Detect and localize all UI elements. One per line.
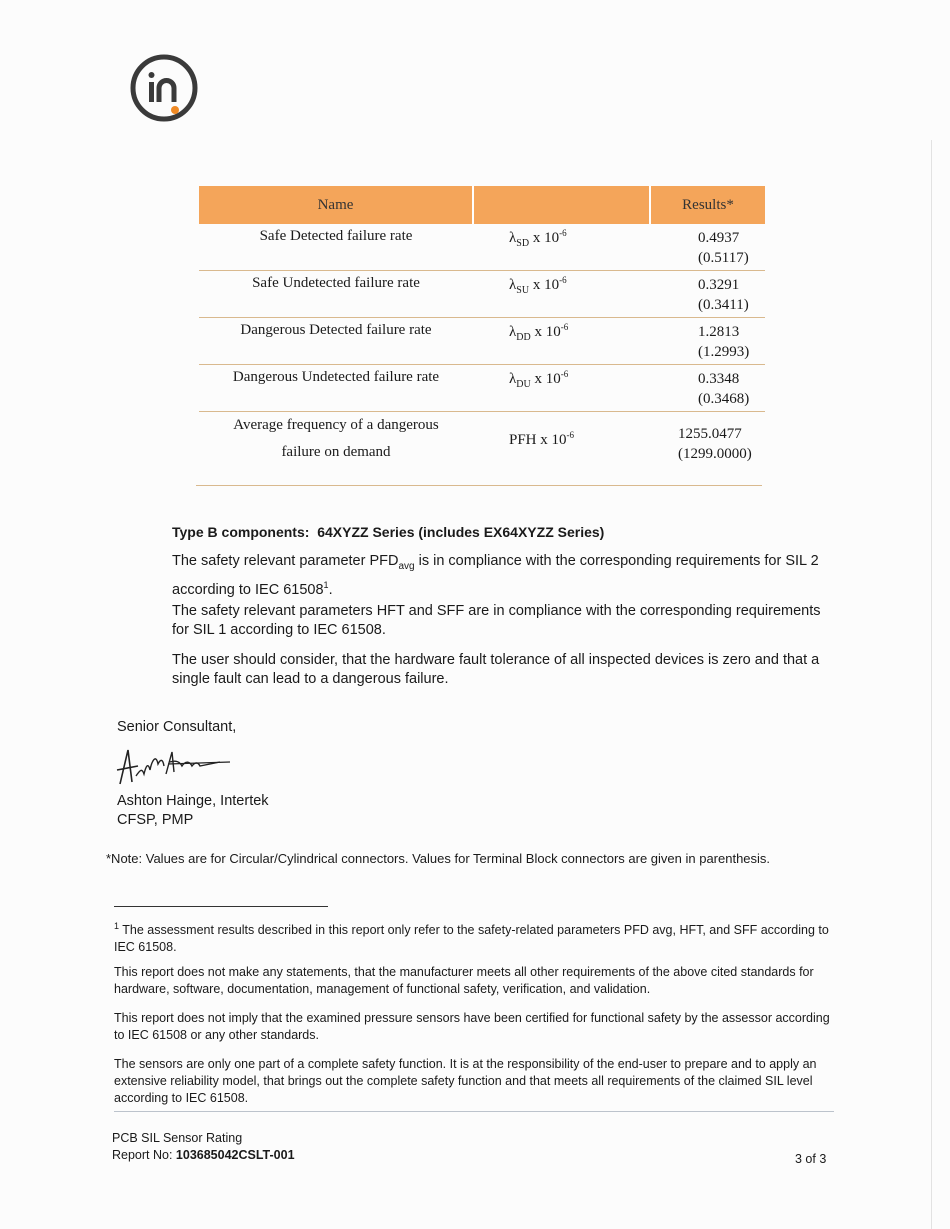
footnote-disclaimer-2: This report does not imply that the examined pressure sensors have been certified for functional safety by the assessor according to IEC 61508 or any other standards. <box>114 1011 830 1042</box>
table-row <box>199 365 765 412</box>
footer-report-number: Report No: 103685042CSLT-001 <box>112 1148 295 1162</box>
type-b-heading: Type B components: 64XYZZ Series (includes EX64XYZZ Series) <box>172 524 605 540</box>
footnote-separator <box>114 906 328 907</box>
row-result: 1255.0477 (1299.0000) <box>678 426 752 462</box>
hft-sff-compliance-paragraph: The safety relevant parameters HFT and SFF are in compliance with the corresponding requirements for SIL 1 according to IEC 61508. <box>172 603 821 638</box>
handwritten-signature <box>114 744 234 790</box>
header-symbol <box>473 186 650 224</box>
row-symbol: PFH x $10^{-6}$ <box>509 430 575 448</box>
row-name: Dangerous Detected failure rate <box>199 318 473 365</box>
footnote-1: $^1$ The assessment results described in this report only refer to the safety-related parameters PFD avg, HFT, and SFF according to IEC 61508. <box>114 921 829 955</box>
table-row-pfh <box>199 412 765 483</box>
page-number: 3 of 3 <box>795 1152 827 1166</box>
row-name: Safe Undetected failure rate <box>199 271 473 318</box>
row-result: 0.3348 (0.3468) <box>650 365 765 412</box>
row-result: 0.4937 (0.5117) <box>650 224 765 271</box>
table-row <box>199 224 765 271</box>
intertek-in-logo-icon <box>128 52 200 124</box>
failure-rate-table <box>199 186 765 482</box>
row-symbol: $\lambda_{SD}$ x $10^{-6}$ <box>473 224 650 271</box>
row-symbol: $\lambda_{DD}$ x $10^{-6}$ <box>473 318 650 365</box>
table-row <box>199 271 765 318</box>
pfd-compliance-paragraph: The safety relevant parameter $PFD_{avg}$ is in compliance with the corresponding requirements for SIL 2 according to IEC 61508$^1$. <box>172 553 819 598</box>
row-name: Average frequency of a dangerous failure on demand <box>233 417 439 460</box>
fault-tolerance-paragraph: The user should consider, that the hardware fault tolerance of all inspected devices is zero and that a single fault can lead to a dangerous failure. <box>172 652 820 687</box>
footnote-disclaimer-3: The sensors are only one part of a complete safety function. It is at the responsibility of the end-user to prepare and to apply an extensive reliability model, that brings out the complete safety function and that meets all requirements of the claimed SIL level according to IEC 61508. <box>114 1057 817 1105</box>
header-name: Name <box>199 186 473 224</box>
footer-title: PCB SIL Sensor Rating <box>112 1131 243 1145</box>
footer-rule <box>114 1111 834 1112</box>
row-result: 0.3291 (0.3411) <box>650 271 765 318</box>
footnote-disclaimer-1: This report does not make any statements, that the manufacturer meets all other requirements of the above cited standards for hardware, software, documentation, management of functional safety, verification, and validation. <box>114 965 814 996</box>
signer-name: Ashton Hainge, Intertek <box>117 793 269 809</box>
row-result: 1.2813 (1.2993) <box>650 318 765 365</box>
row-name: Dangerous Undetected failure rate <box>199 365 473 412</box>
page-edge-shadow <box>931 140 932 1229</box>
row-symbol: $\lambda_{DU}$ x $10^{-6}$ <box>473 365 650 412</box>
header-results: Results* <box>650 186 765 224</box>
connector-note: *Note: Values are for Circular/Cylindrical connectors. Values for Terminal Block connectors are given in parenthesis. <box>106 851 771 866</box>
row-symbol: $\lambda_{SU}$ x $10^{-6}$ <box>473 271 650 318</box>
table-row <box>199 318 765 365</box>
table-header-row <box>199 186 765 224</box>
table-bottom-rule <box>196 485 762 486</box>
row-name: Safe Detected failure rate <box>199 224 473 271</box>
signer-role: Senior Consultant, <box>117 719 237 735</box>
signer-credentials: CFSP, PMP <box>117 812 194 828</box>
